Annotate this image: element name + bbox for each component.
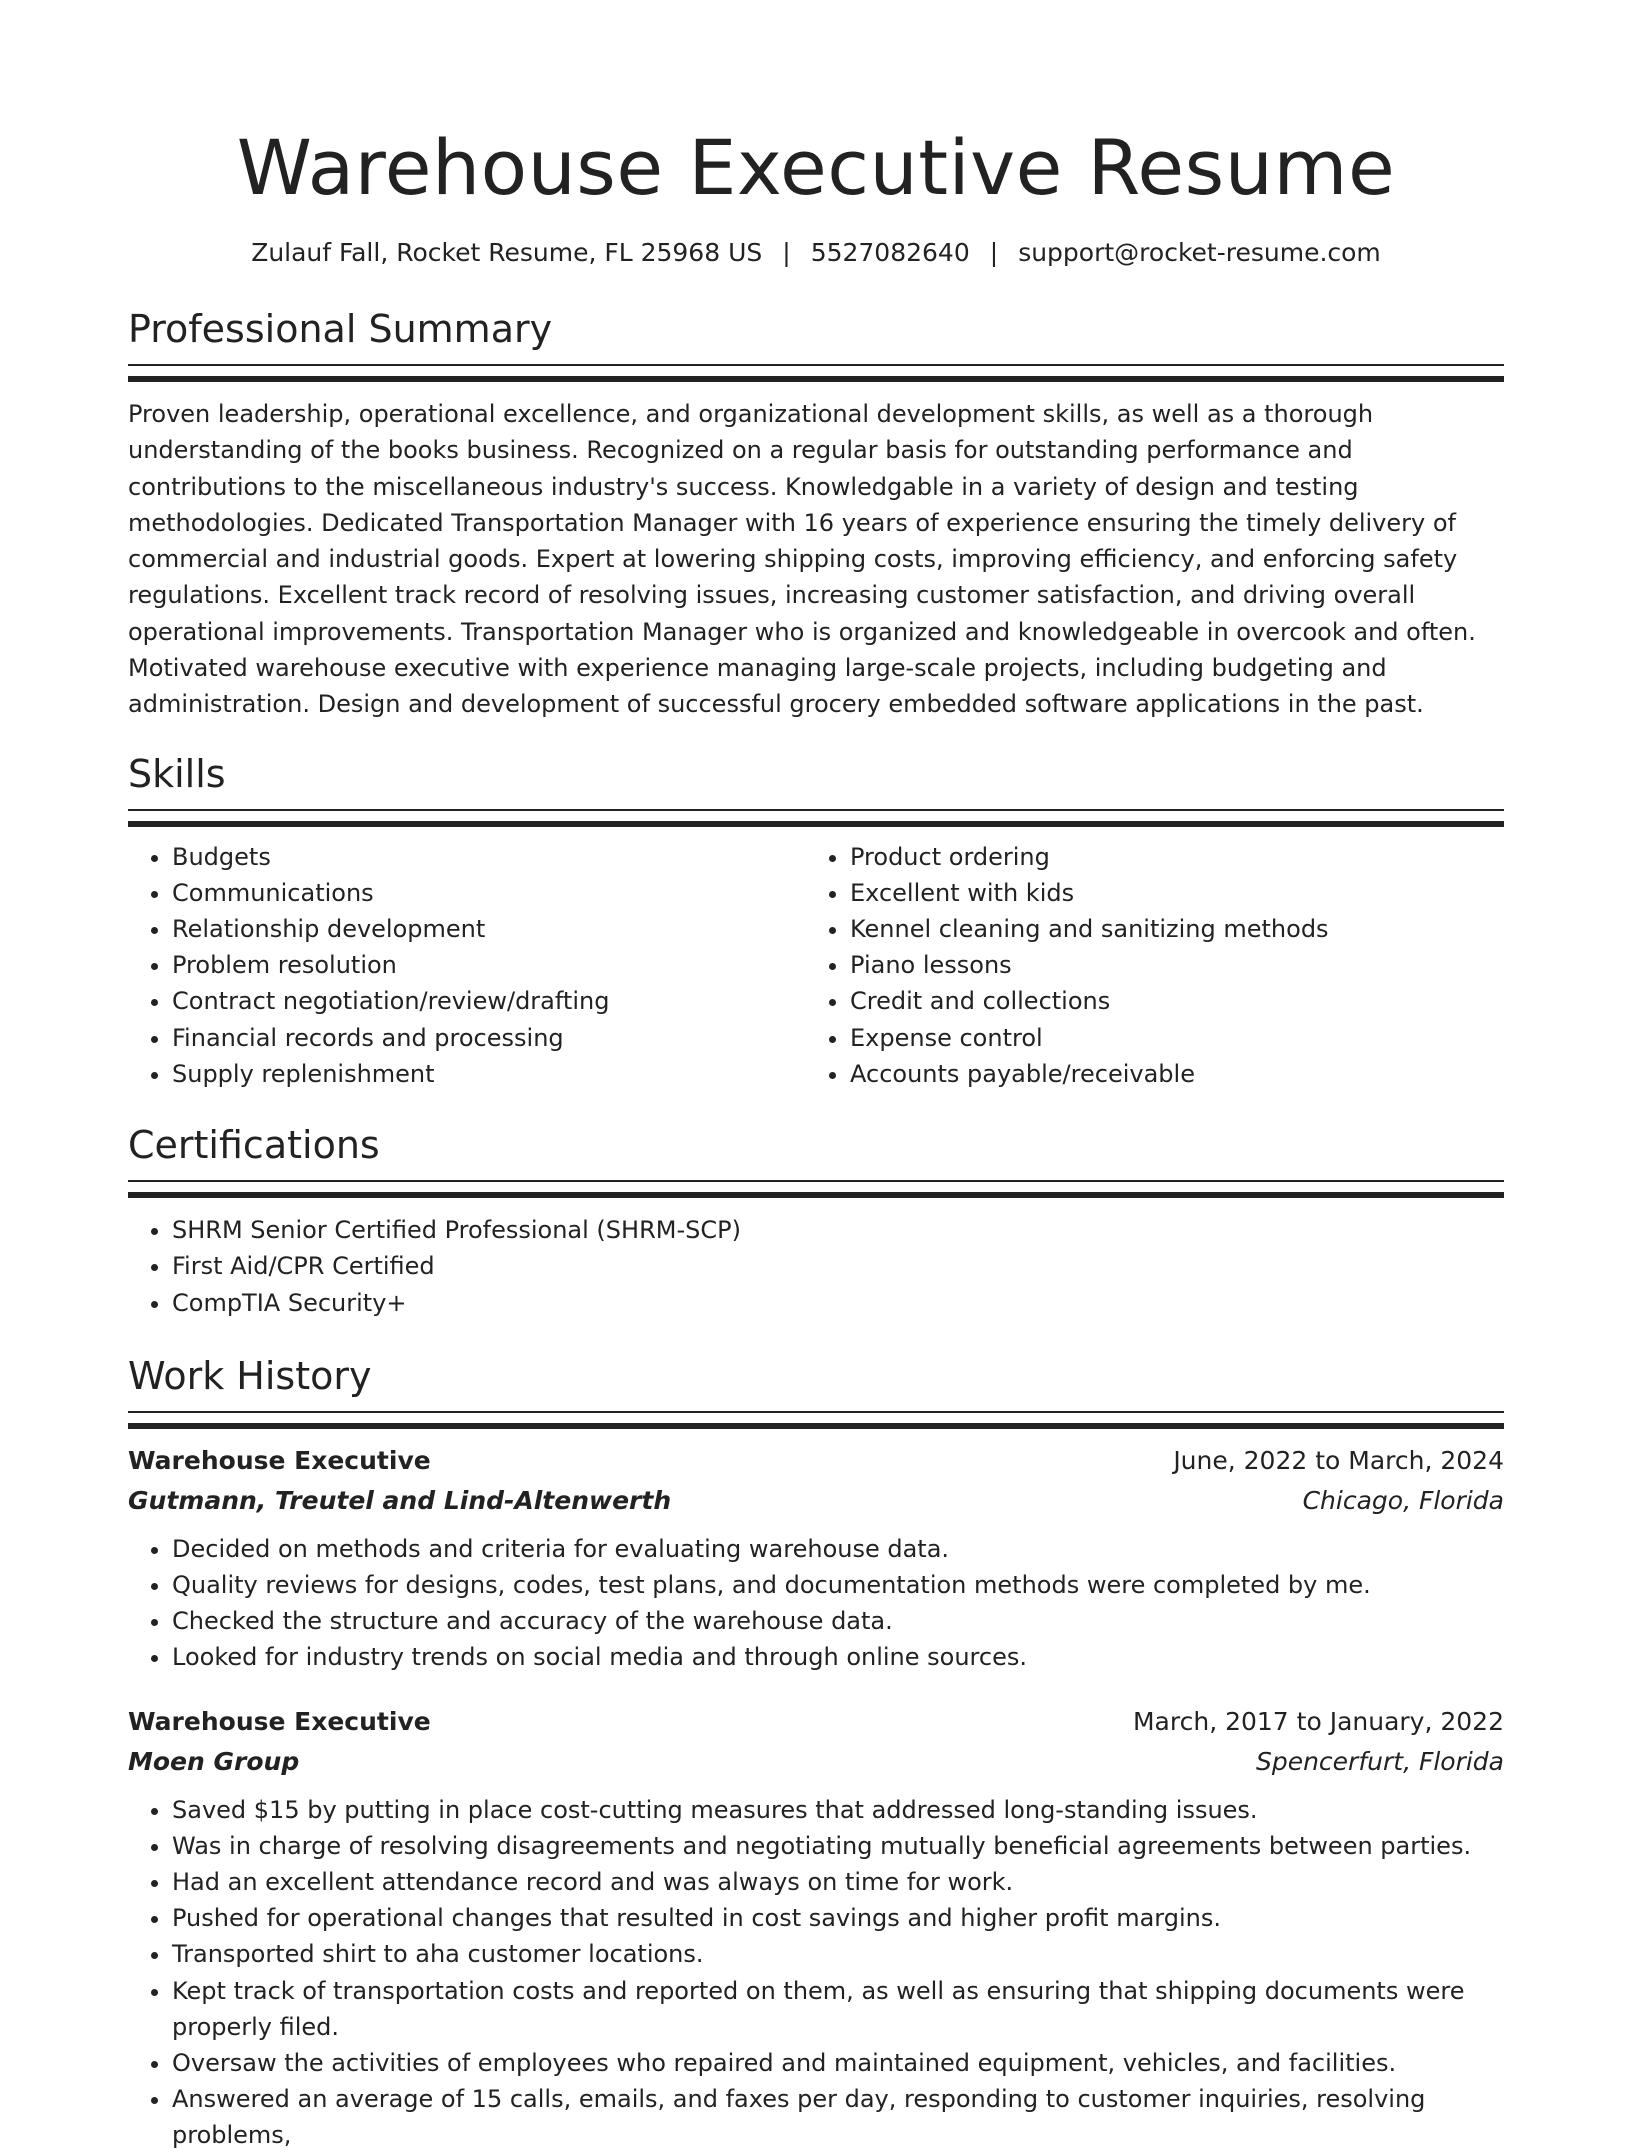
job-bullet: • Saved $15 by putting in place cost-cutting measures that addressed long-standing issues. bbox=[172, 1792, 1504, 1828]
summary-section bbox=[128, 304, 1504, 723]
skill-item: • Expense control bbox=[850, 1020, 1484, 1056]
work-history-heading: Work History bbox=[128, 1353, 372, 1398]
job-header bbox=[128, 1441, 1504, 1481]
page-title: Warehouse Executive Resume bbox=[236, 123, 1396, 212]
skills-right-column bbox=[806, 839, 1484, 1092]
summary-heading: Professional Summary bbox=[128, 307, 553, 351]
skills-left-column bbox=[128, 839, 806, 1092]
job-dates: March, 2017 to January, 2022 bbox=[1132, 1706, 1504, 1736]
job-entry bbox=[128, 1702, 1504, 2154]
job-bullet: • Had an excellent attendance record and was always on time for work. bbox=[172, 1864, 1504, 1900]
skill-item: • Piano lessons bbox=[850, 947, 1484, 983]
section-divider bbox=[128, 1180, 1504, 1198]
certifications-heading: Certifications bbox=[128, 1123, 380, 1168]
job-bullet: • Looked for industry trends on social media and through online sources. bbox=[172, 1639, 1504, 1675]
skill-item: • Accounts payable/receivable bbox=[850, 1056, 1484, 1092]
skills-right-list bbox=[806, 839, 1484, 1092]
job-bullet: • Pushed for operational changes that resulted in cost savings and higher profit margins. bbox=[172, 1900, 1504, 1936]
job-bullets bbox=[128, 1531, 1504, 1676]
job-entry bbox=[128, 1441, 1504, 1676]
contact-separator: | bbox=[782, 238, 791, 267]
job-bullet: • Answered an average of 15 calls, emails, and faxes per day, responding to customer inquiries, resolving problems, bbox=[172, 2081, 1504, 2153]
section-divider bbox=[128, 809, 1504, 827]
job-title: Warehouse Executive bbox=[128, 1445, 431, 1475]
skill-item: • Kennel cleaning and sanitizing methods bbox=[850, 911, 1484, 947]
job-company: Gutmann, Treutel and Lind-Altenwerth bbox=[128, 1485, 672, 1515]
summary-text: Proven leadership, operational excellence, and organizational development skills, as well as a thorough understanding of the books business. Recognized on a regular basis for outstanding performance and contributions to the miscellaneous industry's success. Knowledgable in a variety of design and testing methodologies. Dedicated Transportation Manager with 16 years of experience ensuring the timely delivery of commercial and industrial goods. Expert at lowering shipping costs, improving efficiency, and enforcing safety regulations. Excellent track record of resolving issues, increasing customer satisfaction, and driving overall operational improvements. Transportation Manager who is organized and knowledgeable in overcook and often. Motivated warehouse executive with experience managing large-scale projects, including budgeting and administration. Design and development of successful grocery embedded software applications in the past. bbox=[128, 400, 1476, 719]
resume-page bbox=[128, 0, 1504, 2154]
section-divider bbox=[128, 1411, 1504, 1429]
work-history-section bbox=[128, 1351, 1504, 2154]
job-dates: June, 2022 to March, 2024 bbox=[1173, 1445, 1504, 1475]
job-title: Warehouse Executive bbox=[128, 1706, 431, 1736]
skill-item: • Contract negotiation/review/drafting bbox=[172, 983, 806, 1019]
job-bullet: • Decided on methods and criteria for evaluating warehouse data. bbox=[172, 1531, 1504, 1567]
skills-section bbox=[128, 749, 1504, 1092]
certification-item: • First Aid/CPR Certified bbox=[172, 1248, 1504, 1284]
skill-item: • Financial records and processing bbox=[172, 1020, 806, 1056]
job-header bbox=[128, 1702, 1504, 1742]
contact-line bbox=[128, 236, 1504, 270]
job-bullet: • Was in charge of resolving disagreements and negotiating mutually beneficial agreements between parties. bbox=[172, 1828, 1504, 1864]
skills-columns bbox=[128, 839, 1504, 1092]
contact-email: support@rocket-resume.com bbox=[1018, 238, 1381, 267]
contact-separator: | bbox=[989, 238, 999, 267]
job-bullet: • Transported shirt to aha customer locations. bbox=[172, 1936, 1504, 1972]
certifications-section bbox=[128, 1120, 1504, 1321]
certifications-list bbox=[128, 1212, 1504, 1321]
section-divider bbox=[128, 364, 1504, 382]
skill-item: • Problem resolution bbox=[172, 947, 806, 983]
skill-item: • Communications bbox=[172, 875, 806, 911]
job-bullet: • Quality reviews for designs, codes, test plans, and documentation methods were completed by me. bbox=[172, 1567, 1504, 1603]
job-bullet: • Oversaw the activities of employees who repaired and maintained equipment, vehicles, and facilities. bbox=[172, 2045, 1504, 2081]
job-bullets bbox=[128, 1792, 1504, 2154]
skills-heading: Skills bbox=[128, 751, 226, 796]
certification-item: • CompTIA Security+ bbox=[172, 1285, 1504, 1321]
skill-item: • Credit and collections bbox=[850, 983, 1484, 1019]
job-subheader bbox=[128, 1481, 1504, 1521]
certification-item: • SHRM Senior Certified Professional (SHRM-SCP) bbox=[172, 1212, 1504, 1248]
contact-address: Zulauf Fall, Rocket Resume, FL 25968 US bbox=[251, 238, 763, 267]
contact-phone: 5527082640 bbox=[810, 238, 970, 267]
job-location: Spencerfurt, Florida bbox=[1255, 1746, 1504, 1776]
skill-item: • Relationship development bbox=[172, 911, 806, 947]
job-bullet: • Kept track of transportation costs and reported on them, as well as ensuring that shipping documents were properly filed. bbox=[172, 1973, 1504, 2045]
skills-left-list bbox=[128, 839, 806, 1092]
skill-item: • Supply replenishment bbox=[172, 1056, 806, 1092]
skill-item: • Budgets bbox=[172, 839, 806, 875]
job-bullet: • Checked the structure and accuracy of the warehouse data. bbox=[172, 1603, 1504, 1639]
job-location: Chicago, Florida bbox=[1302, 1485, 1504, 1515]
skill-item: • Product ordering bbox=[850, 839, 1484, 875]
job-subheader bbox=[128, 1742, 1504, 1782]
job-company: Moen Group bbox=[128, 1746, 300, 1776]
skill-item: • Excellent with kids bbox=[850, 875, 1484, 911]
